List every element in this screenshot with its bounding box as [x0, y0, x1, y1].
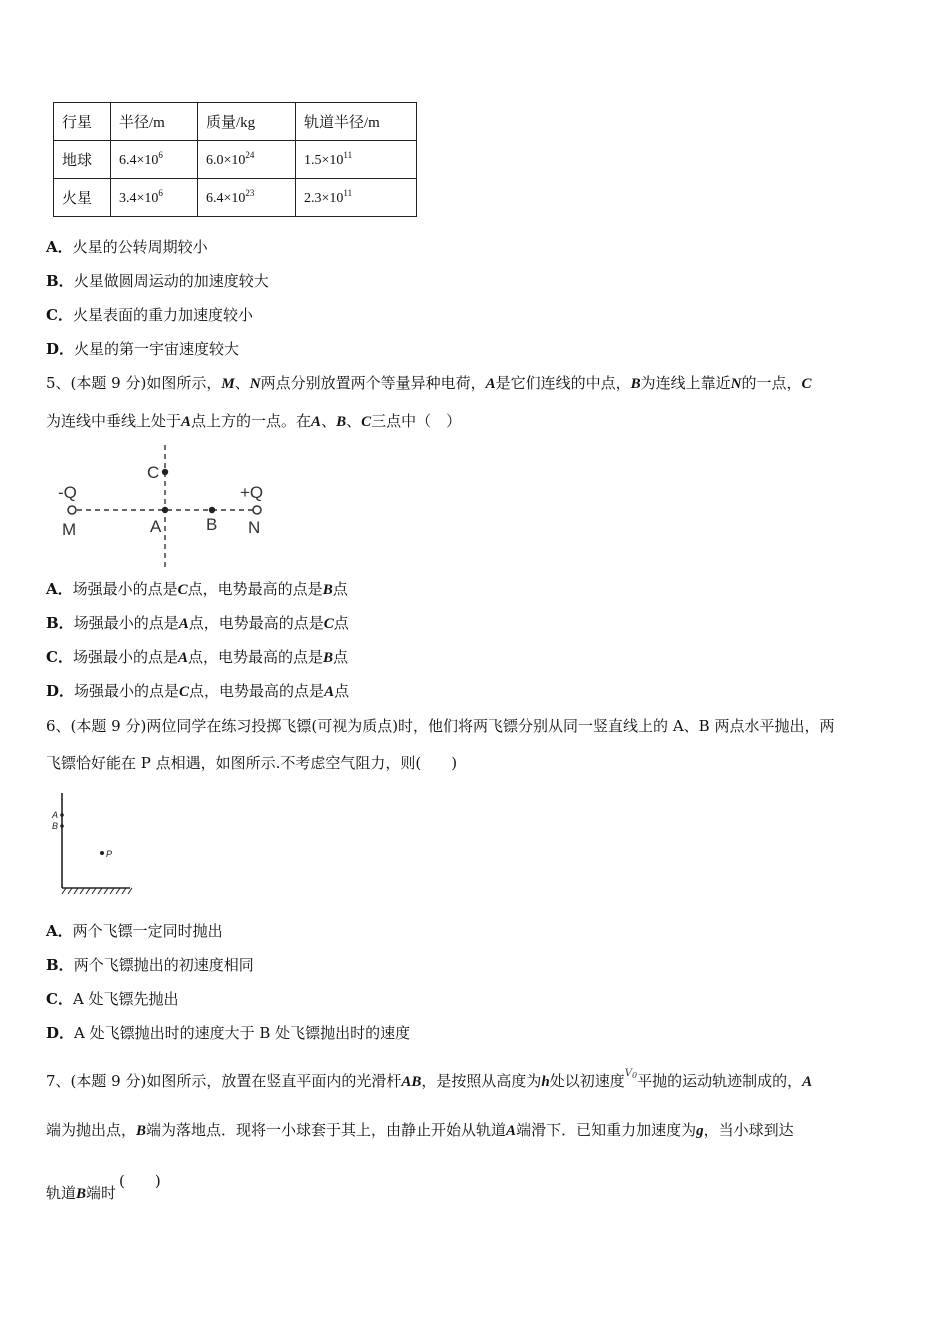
stem-text: ，是按照从高度为: [421, 1072, 542, 1090]
stem-text: 两位同学在练习投掷飞镖(可视为质点)时，他们将两飞镖分别从同一竖直线上的 A、B 两点水平抛出，两: [146, 717, 835, 735]
table-header-row: [54, 103, 417, 141]
stem-text: 为连线中垂线上处于: [46, 412, 182, 430]
label-a: A: [52, 810, 59, 820]
option-text: 场强最小的点是: [72, 580, 178, 598]
point-label: A: [311, 414, 322, 430]
option-label: A．: [46, 238, 73, 256]
label-b: B: [52, 821, 59, 831]
q6-option-c: [46, 988, 179, 1009]
table-header-cell: 半径/m: [111, 103, 198, 141]
rod-label: AB: [401, 1074, 422, 1090]
point-label: B: [630, 376, 641, 392]
question-score: (本题 9 分): [70, 374, 147, 392]
stem-text: 飞镖恰好能在 P 点相遇，如图所示.不考虑空气阻力，则( ): [46, 754, 458, 772]
table-cell: 火星: [54, 179, 111, 217]
stem-text: 端时: [86, 1184, 117, 1202]
point-c-dot: [162, 469, 168, 475]
label-b: B: [206, 515, 218, 534]
point-label: N: [730, 376, 742, 392]
point-label: C: [801, 376, 812, 392]
gravity-symbol: g: [696, 1123, 704, 1139]
point-p-dot: [100, 851, 104, 855]
option-label: D．: [46, 682, 75, 700]
table-cell: [296, 179, 417, 217]
option-label: B．: [46, 272, 74, 290]
label-p: P: [106, 849, 113, 859]
table-header-cell: 行星: [54, 103, 111, 141]
point-label: B: [323, 650, 334, 666]
table-cell: [198, 179, 296, 217]
velocity-symbol: [625, 1068, 637, 1079]
q4-option-d: [46, 338, 239, 359]
point-label: A: [324, 684, 335, 700]
stem-text: 为连线上靠近: [640, 374, 731, 392]
stem-text: 、: [234, 374, 250, 392]
point-label: N: [249, 376, 261, 392]
point-label: B: [76, 1186, 87, 1202]
velocity-subscript: 0: [631, 1071, 638, 1080]
option-label: C．: [46, 648, 73, 666]
stem-text: 、: [346, 412, 362, 430]
option-text: A 处飞镖先抛出: [72, 990, 179, 1008]
label-a: A: [150, 517, 162, 536]
option-label: C．: [46, 306, 73, 324]
table-header-cell: 质量/kg: [198, 103, 296, 141]
cell-exponent: 11: [343, 188, 353, 198]
q6-stem-line2: [46, 752, 457, 773]
option-text: 两个飞镖抛出的初速度相同: [73, 956, 254, 974]
stem-text: 、: [321, 412, 337, 430]
label-m: M: [62, 520, 77, 539]
point-b-dot: [60, 824, 64, 828]
q6-option-a: [46, 920, 223, 941]
point-label: A: [178, 616, 189, 632]
option-text: 场强最小的点是: [72, 648, 178, 666]
q5-option-b: [46, 612, 349, 633]
q5-stem-line1: [46, 372, 812, 393]
point-label: B: [136, 1123, 147, 1139]
point-label: A: [485, 376, 496, 392]
option-text: 点: [333, 648, 349, 666]
option-text: 火星的公转周期较小: [72, 238, 208, 256]
charge-m-circle: [68, 506, 76, 514]
q6-option-b: [46, 954, 254, 975]
stem-text: 是它们连线的中点，: [495, 374, 631, 392]
stem-text: 端为抛出点，: [46, 1121, 137, 1139]
stem-text: 如图所示，: [146, 374, 222, 392]
height-symbol: h: [541, 1074, 550, 1090]
cell-value: 3.4×10: [119, 191, 159, 206]
point-a-dot: [162, 507, 168, 513]
option-text: 火星的第一宇宙速度较大: [74, 340, 240, 358]
q4-option-c: [46, 304, 253, 325]
option-text: 点，电势最高的点是: [187, 648, 323, 666]
option-label: A．: [46, 580, 73, 598]
question-number: 6、: [46, 717, 71, 735]
point-label: B: [322, 582, 333, 598]
cell-exponent: 11: [343, 150, 353, 160]
option-text: 点，电势最高的点是: [188, 614, 324, 632]
planet-table: [53, 102, 417, 217]
point-label: A: [177, 650, 188, 666]
option-text: 点，电势最高的点是: [187, 580, 323, 598]
option-text: 火星表面的重力加速度较小: [72, 306, 253, 324]
option-label: D．: [46, 340, 75, 358]
q5-option-d: [46, 680, 349, 701]
option-text: 点: [334, 682, 350, 700]
q7-stem-line2: [46, 1119, 794, 1140]
answer-paren: ( ): [119, 1172, 161, 1190]
point-label: A: [506, 1123, 517, 1139]
option-label: A．: [46, 922, 73, 940]
stem-text: 端滑下．已知重力加速度为: [516, 1121, 697, 1139]
cell-value: 6.0×10: [206, 153, 246, 168]
option-text: 点: [333, 614, 349, 632]
option-label: D．: [46, 1024, 75, 1042]
velocity-v: V: [624, 1068, 632, 1079]
option-label: B．: [46, 614, 74, 632]
stem-text: 平抛的运动轨迹制成的，: [637, 1072, 803, 1090]
option-label: B．: [46, 956, 74, 974]
option-text: 两个飞镖一定同时抛出: [72, 922, 223, 940]
question-score: (本题 9 分): [70, 717, 147, 735]
stem-text: 如图所示，放置在竖直平面内的光滑杆: [146, 1072, 402, 1090]
q6-option-d: [46, 1022, 410, 1043]
point-b-dot: [209, 507, 215, 513]
option-text: 场强最小的点是: [74, 682, 180, 700]
q7-stem-line1: [46, 1068, 812, 1091]
q5-stem-line2: [46, 410, 461, 431]
cell-exponent: 23: [245, 188, 255, 198]
table-row: [54, 141, 417, 179]
option-text: 场强最小的点是: [73, 614, 179, 632]
q7-stem-line3: [46, 1172, 161, 1203]
stem-text: 点上方的一点。在: [191, 412, 312, 430]
point-label: B: [336, 414, 347, 430]
table-cell: [111, 179, 198, 217]
q5-option-c: [46, 646, 348, 667]
charge-diagram: [50, 440, 290, 570]
option-text: 点，电势最高的点是: [189, 682, 325, 700]
table-header-cell: 轨道半径/m: [296, 103, 417, 141]
q4-option-b: [46, 270, 269, 291]
point-label: C: [179, 684, 190, 700]
cell-value: 2.3×10: [304, 191, 344, 206]
dart-diagram: [48, 785, 138, 897]
option-label: C．: [46, 990, 73, 1008]
q6-stem-line1: [46, 715, 834, 736]
cell-exponent: 6: [158, 188, 163, 198]
point-label: A: [802, 1074, 813, 1090]
cell-value: 6.4×10: [119, 153, 159, 168]
cell-exponent: 24: [245, 150, 255, 160]
point-label: M: [221, 376, 235, 392]
ground-hatching: [62, 888, 132, 894]
stem-text: 两点分别放置两个等量异种电荷，: [260, 374, 486, 392]
q5-option-a: [46, 578, 348, 599]
table-cell: 地球: [54, 141, 111, 179]
stem-text: 的一点，: [741, 374, 802, 392]
option-text: 点: [332, 580, 348, 598]
table-cell: [198, 141, 296, 179]
pos-charge-label: +Q: [240, 483, 264, 502]
question-score: (本题 9 分): [70, 1072, 147, 1090]
point-a-dot: [60, 813, 64, 817]
cell-value: 1.5×10: [304, 153, 344, 168]
charge-n-circle: [253, 506, 261, 514]
option-text: 火星做圆周运动的加速度较大: [73, 272, 269, 290]
table-cell: [296, 141, 417, 179]
table-cell: [111, 141, 198, 179]
point-label: A: [181, 414, 192, 430]
point-label: C: [177, 582, 188, 598]
question-number: 5、: [46, 374, 71, 392]
cell-exponent: 6: [158, 150, 163, 160]
stem-text: ，当小球到达: [703, 1121, 794, 1139]
stem-text: 轨道: [46, 1184, 77, 1202]
neg-charge-label: -Q: [58, 483, 77, 502]
point-label: C: [361, 414, 372, 430]
label-c: C: [147, 463, 160, 482]
q4-option-a: [46, 236, 208, 257]
stem-text: 处以初速度: [549, 1072, 625, 1090]
cell-value: 6.4×10: [206, 191, 246, 206]
stem-text: 端为落地点．现将一小球套于其上，由静止开始从轨道: [146, 1121, 507, 1139]
label-n: N: [248, 518, 261, 537]
question-number: 7、: [46, 1072, 71, 1090]
option-text: A 处飞镖抛出时的速度大于 B 处飞镖抛出时的速度: [74, 1024, 411, 1042]
point-label: C: [323, 616, 334, 632]
table-row: [54, 179, 417, 217]
stem-text: 三点中（ ）: [371, 412, 462, 430]
